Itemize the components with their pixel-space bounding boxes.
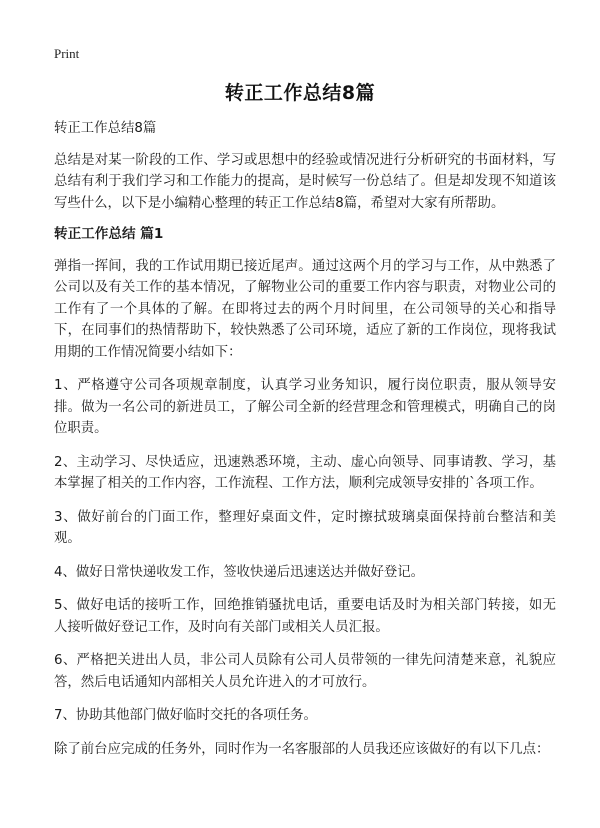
list-item: 3、做好前台的门面工作，整理好桌面文件，定时擦拭玻璃桌面保持前台整洁和美观。 <box>54 509 556 546</box>
list-item: 6、严格把关进出人员，非公司人员除有公司人员带领的一律先问清楚来意，礼貌应答，然后电话通知内部相关人员允许进入的才可放行。 <box>54 653 556 690</box>
document-subtitle: 转正工作总结8篇 <box>54 121 157 136</box>
intro-paragraph: 总结是对某一阶段的工作、学习或思想中的经验或情况进行分析研究的书面材料，写总结有利于我们学习和工作能力的提高，是时候写一份总结了。但是却发现不知道该写些什么，以下是小编精心整理的转正工作总结8篇，希望对大家有所帮助。 <box>54 152 556 211</box>
opening-paragraph: 弹指一挥间，我的工作试用期已接近尾声。通过这两个月的学习与工作，从中熟悉了公司以及有关工作的基本情况，了解物业公司的重要工作内容与职责，对物业公司的工作有了一个具体的了解。在即将过去的两个月时间里，在公司领导的关心和指导下，在同事们的热情帮助下，较快熟悉了公司环境，适应了新的工作岗位，现将我试用期的工作情况简要小结如下： <box>54 258 556 360</box>
section-heading: 转正工作总结 篇1 <box>54 226 164 242</box>
document-body <box>54 118 556 772</box>
list-item: 7、协助其他部门做好临时交托的各项任务。 <box>54 708 317 723</box>
list-item: 2、主动学习、尽快适应，迅速熟悉环境，主动、虚心向领导、同事请教、学习，基本掌握了相关的工作内容，工作流程、工作方法，顺利完成领导安排的`各项工作。 <box>54 454 556 491</box>
list-item: 5、做好电话的接听工作，回绝推销骚扰电话，重要电话及时为相关部门转接，如无人接听做好登记工作，及时向有关部门或相关人员汇报。 <box>54 598 556 635</box>
list-item: 4、做好日常快递收发工作，签收快递后迅速送达并做好登记。 <box>54 564 425 580</box>
closing-paragraph: 除了前台应完成的任务外，同时作为一名客服部的人员我还应该做好的有以下几点： <box>54 741 550 757</box>
document-title: 转正工作总结8篇 <box>224 82 376 104</box>
list-item: 1、严格遵守公司各项规章制度，认真学习业务知识，履行岗位职责，服从领导安排。做为一名公司的新进员工，了解公司全新的经营理念和管理模式，明确自己的岗位职责。 <box>54 378 556 436</box>
print-label: Print <box>54 46 80 61</box>
